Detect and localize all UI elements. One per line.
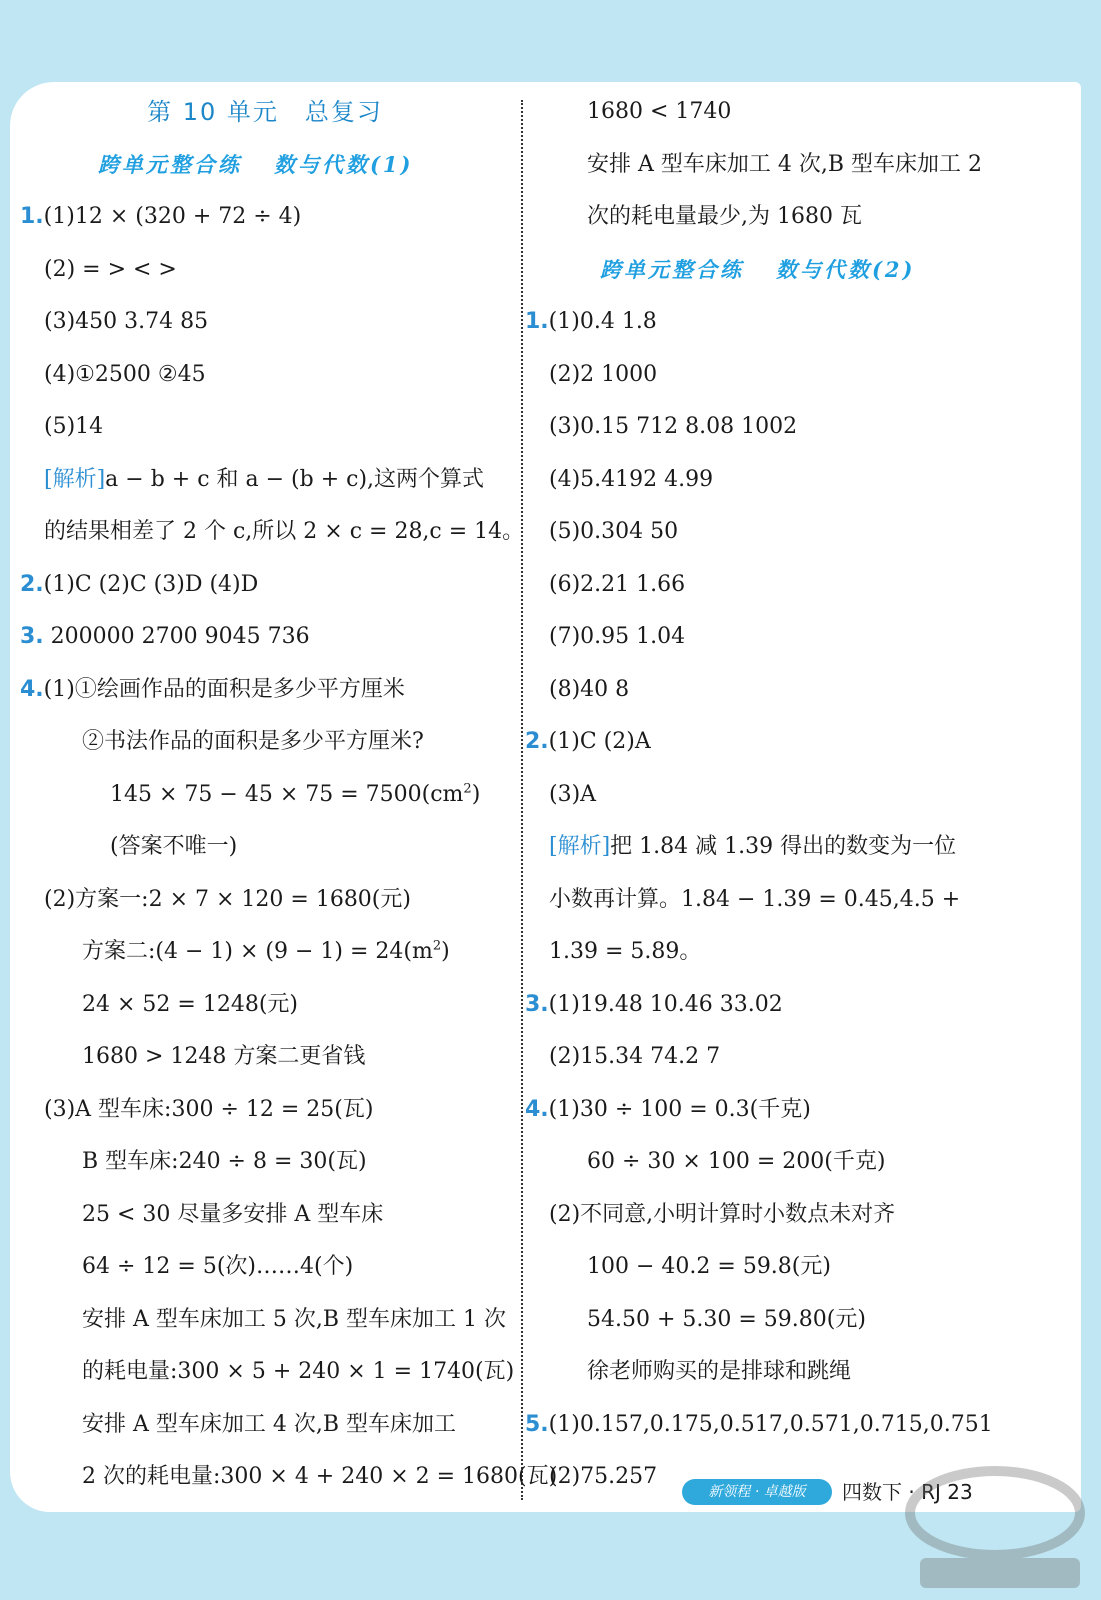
answer-line: 安排 A 型车床加工 4 次,B 型车床加工 — [82, 1411, 457, 1437]
answer-line — [525, 716, 1065, 769]
answer-line: ②书法作品的面积是多少平方厘米? — [82, 729, 424, 754]
answer-line — [525, 979, 1065, 1032]
section-title-2 — [525, 244, 1065, 297]
answer-line: (5)14 — [44, 414, 104, 439]
answer-line: (2)15.34 74.2 7 — [549, 1044, 721, 1069]
analysis-tag: [解析] — [44, 466, 106, 492]
answer-line: 的耗电量:300 × 5 + 240 × 1 = 1740(瓦) — [82, 1359, 515, 1384]
answer-line: 54.50 + 5.30 = 59.80(元) — [587, 1306, 866, 1332]
analysis-line: 的结果相差了 2 个 c,所以 2 × c = 28,c = 14。 — [44, 519, 525, 544]
answer-line — [20, 926, 510, 979]
answer-line: (2)75.257 — [549, 1464, 658, 1489]
answer-line: (7)0.95 1.04 — [549, 624, 686, 649]
answer-line: 60 ÷ 30 × 100 = 200(千克) — [587, 1149, 886, 1174]
answer-line: 64 ÷ 12 = 5(次)……4(个) — [82, 1254, 354, 1279]
unit-title: 总复习 — [304, 98, 383, 126]
answer-line — [20, 769, 510, 822]
analysis-text: 把 1.84 减 1.39 得出的数变为一位 — [610, 834, 957, 859]
question-number: 1. — [20, 204, 44, 229]
answer-text: (1)①绘画作品的面积是多少平方厘米 — [43, 676, 405, 702]
analysis-text: a − b + c 和 a − (b + c),这两个算式 — [105, 466, 485, 492]
answer-line: 1680 < 1740 — [587, 99, 732, 124]
answer-line — [20, 559, 510, 612]
answer-line: (5)0.304 50 — [549, 519, 679, 544]
answer-text: (1)19.48 10.46 33.02 — [548, 991, 783, 1017]
answer-line: 25 < 30 尽量多安排 A 型车床 — [82, 1201, 384, 1227]
answer-line: 次的耗电量最少,为 1680 瓦 — [587, 204, 862, 229]
question-number: 3. — [525, 991, 549, 1017]
answer-line: (2)方案一:2 × 7 × 120 = 1680(元) — [44, 886, 411, 912]
answer-line — [20, 611, 510, 664]
edition-badge: 新领程 · 卓越版 — [682, 1479, 832, 1505]
question-number: 4. — [20, 676, 44, 702]
answer-line — [525, 296, 1065, 349]
answer-line: 安排 A 型车床加工 5 次,B 型车床加工 1 次 — [82, 1306, 506, 1332]
analysis-line: 小数再计算。1.84 − 1.39 = 0.45,4.5 + — [549, 886, 961, 912]
answer-text: (1)C (2)C (3)D (4)D — [43, 571, 259, 597]
answer-line — [20, 664, 510, 717]
answer-line: B 型车床:240 ÷ 8 = 30(瓦) — [82, 1149, 367, 1174]
answer-line: (答案不唯一) — [110, 834, 238, 859]
section-title-1 — [20, 139, 510, 192]
section-name: 跨单元整合练 — [98, 151, 242, 177]
analysis-tag: [解析] — [549, 834, 611, 859]
answer-line: (4)①2500 ②45 — [44, 361, 206, 387]
analysis-line — [20, 454, 510, 507]
answer-text: ) — [471, 781, 481, 807]
answer-line: 徐老师购买的是排球和跳绳 — [587, 1359, 852, 1384]
answer-line: 2 次的耗电量:300 × 4 + 240 × 2 = 1680(瓦) — [82, 1464, 558, 1489]
answer-line: 24 × 52 = 1248(元) — [82, 991, 298, 1017]
question-number: 4. — [525, 1096, 549, 1122]
answer-text: (1)12 × (320 + 72 ÷ 4) — [43, 204, 302, 229]
left-column — [20, 86, 558, 1504]
answer-text: ) — [441, 939, 450, 964]
answer-line: 1680 > 1248 方案二更省钱 — [82, 1044, 366, 1069]
analysis-line: 1.39 = 5.89。 — [549, 939, 702, 964]
question-number: 2. — [525, 729, 549, 754]
answer-line: (2) = > < > — [44, 256, 177, 282]
answer-text: (1)0.4 1.8 — [548, 309, 657, 334]
right-column — [525, 86, 1065, 1504]
answer-text: 方案二:(4 − 1) × (9 − 1) = 24(m — [82, 939, 433, 964]
answer-line — [525, 1399, 1065, 1452]
section-name: 跨单元整合练 — [600, 256, 744, 282]
question-number: 2. — [20, 571, 44, 597]
answer-line: (3)A 型车床:300 ÷ 12 = 25(瓦) — [44, 1096, 374, 1122]
unit-label: 第 10 单元 — [147, 98, 279, 126]
answer-line — [525, 1084, 1065, 1137]
column-divider — [521, 100, 523, 1500]
superscript: 2 — [463, 781, 472, 797]
answer-line: 安排 A 型车床加工 4 次,B 型车床加工 2 — [587, 151, 983, 177]
answer-line: (6)2.21 1.66 — [549, 571, 686, 597]
answer-text: (1)C (2)A — [548, 729, 651, 754]
answer-text: (1)30 ÷ 100 = 0.3(千克) — [548, 1096, 811, 1122]
question-number: 1. — [525, 309, 549, 334]
analysis-line — [525, 821, 1065, 874]
answer-line: (4)5.4192 4.99 — [549, 466, 714, 492]
unit-heading — [20, 86, 510, 139]
answer-text: 145 × 75 − 45 × 75 = 7500(cm — [110, 781, 464, 807]
answer-line: 100 − 40.2 = 59.8(元) — [587, 1254, 831, 1279]
answer-line — [20, 191, 510, 244]
answer-text: 200000 2700 9045 736 — [50, 624, 310, 649]
answer-line: (3)450 3.74 85 — [44, 309, 209, 334]
watermark-logo-icon — [900, 1458, 1090, 1598]
answer-line: (2)2 1000 — [549, 361, 658, 387]
page-code: 四数下 · RJ 23 — [842, 1480, 973, 1504]
superscript: 2 — [432, 938, 442, 954]
question-number: 5. — [525, 1411, 549, 1437]
question-number: 3. — [20, 624, 44, 649]
answer-line: (3)A — [549, 781, 597, 807]
section-topic: 数与代数(2) — [776, 256, 916, 282]
answer-line: (2)不同意,小明计算时小数点未对齐 — [549, 1201, 896, 1227]
answer-line: (8)40 8 — [549, 676, 630, 702]
answer-line: (3)0.15 712 8.08 1002 — [549, 414, 798, 439]
section-topic: 数与代数(1) — [274, 151, 414, 177]
answer-text: (1)0.157,0.175,0.517,0.571,0.715,0.751 — [548, 1411, 993, 1437]
